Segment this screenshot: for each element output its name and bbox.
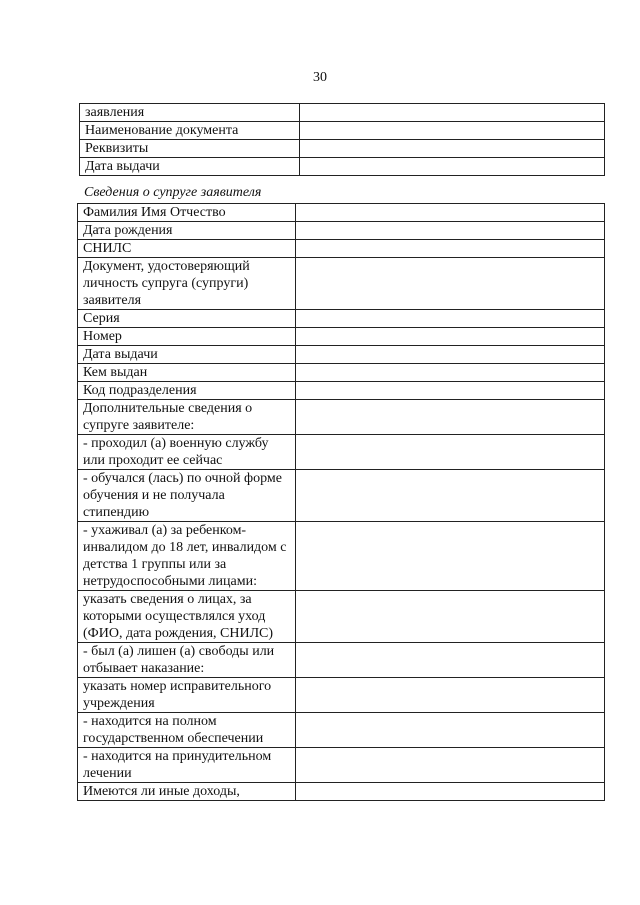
table-row xyxy=(78,382,605,400)
table-row xyxy=(78,310,605,328)
table-row xyxy=(80,140,605,158)
section-title-spouse: Сведения о супруге заявителя xyxy=(84,185,262,200)
table-row xyxy=(78,678,605,713)
field-label: - был (а) лишен (а) свободы или отбывает наказание: xyxy=(78,643,296,678)
field-label: Дата выдачи xyxy=(80,158,300,176)
table-row xyxy=(80,158,605,176)
field-label: Дата выдачи xyxy=(78,346,296,364)
field-label: Фамилия Имя Отчество xyxy=(78,204,296,222)
field-value[interactable] xyxy=(300,122,605,140)
field-value[interactable] xyxy=(296,364,605,382)
table-row xyxy=(78,204,605,222)
table-row xyxy=(78,522,605,591)
field-value[interactable] xyxy=(296,748,605,783)
table-row xyxy=(78,258,605,310)
table-row xyxy=(78,222,605,240)
field-label: указать номер исправительного учреждения xyxy=(78,678,296,713)
field-label: указать сведения о лицах, за которыми осуществлялся уход (ФИО, дата рождения, СНИЛС) xyxy=(78,591,296,643)
table-row xyxy=(78,328,605,346)
field-label: Дата рождения xyxy=(78,222,296,240)
field-value[interactable] xyxy=(296,258,605,310)
field-label: - находится на полном государственном обеспечении xyxy=(78,713,296,748)
table-row xyxy=(78,240,605,258)
field-value[interactable] xyxy=(296,240,605,258)
field-label: - обучался (лась) по очной форме обучения и не получала стипендию xyxy=(78,470,296,522)
field-label: - проходил (а) военную службу или проходит ее сейчас xyxy=(78,435,296,470)
field-label: - ухаживал (а) за ребенком-инвалидом до 18 лет, инвалидом с детства 1 группы или за нетрудоспособными лицами: xyxy=(78,522,296,591)
field-label: Имеются ли иные доходы, xyxy=(78,783,296,801)
field-value[interactable] xyxy=(300,104,605,122)
field-value[interactable] xyxy=(296,346,605,364)
field-label: Серия xyxy=(78,310,296,328)
field-label: заявления xyxy=(80,104,300,122)
field-label: Документ, удостоверяющий личность супруга (супруги) заявителя xyxy=(78,258,296,310)
field-value[interactable] xyxy=(300,158,605,176)
field-value[interactable] xyxy=(296,643,605,678)
table-row xyxy=(78,435,605,470)
field-value[interactable] xyxy=(296,328,605,346)
table-row xyxy=(78,400,605,435)
field-label: - находится на принудительном лечении xyxy=(78,748,296,783)
field-value[interactable] xyxy=(296,522,605,591)
field-value[interactable] xyxy=(296,783,605,801)
field-value[interactable] xyxy=(296,470,605,522)
page-number: 30 xyxy=(313,70,327,85)
field-value[interactable] xyxy=(296,435,605,470)
field-value[interactable] xyxy=(296,382,605,400)
field-label: Наименование документа xyxy=(80,122,300,140)
field-value[interactable] xyxy=(296,204,605,222)
field-value[interactable] xyxy=(300,140,605,158)
field-value[interactable] xyxy=(296,591,605,643)
field-label: Номер xyxy=(78,328,296,346)
field-value[interactable] xyxy=(296,400,605,435)
field-label: СНИЛС xyxy=(78,240,296,258)
table-row xyxy=(80,104,605,122)
field-value[interactable] xyxy=(296,678,605,713)
table-row xyxy=(78,470,605,522)
table-row xyxy=(78,748,605,783)
field-label: Реквизиты xyxy=(80,140,300,158)
field-value[interactable] xyxy=(296,713,605,748)
field-label: Кем выдан xyxy=(78,364,296,382)
field-label: Дополнительные сведения о супруге заявителе: xyxy=(78,400,296,435)
table-row xyxy=(78,713,605,748)
field-value[interactable] xyxy=(296,310,605,328)
table-row xyxy=(78,346,605,364)
document-details-table xyxy=(79,103,605,176)
field-label: Код подразделения xyxy=(78,382,296,400)
spouse-info-table xyxy=(77,203,605,801)
table-row xyxy=(78,643,605,678)
table-row xyxy=(78,591,605,643)
table-row xyxy=(78,783,605,801)
table-row xyxy=(78,364,605,382)
table-row xyxy=(80,122,605,140)
field-value[interactable] xyxy=(296,222,605,240)
